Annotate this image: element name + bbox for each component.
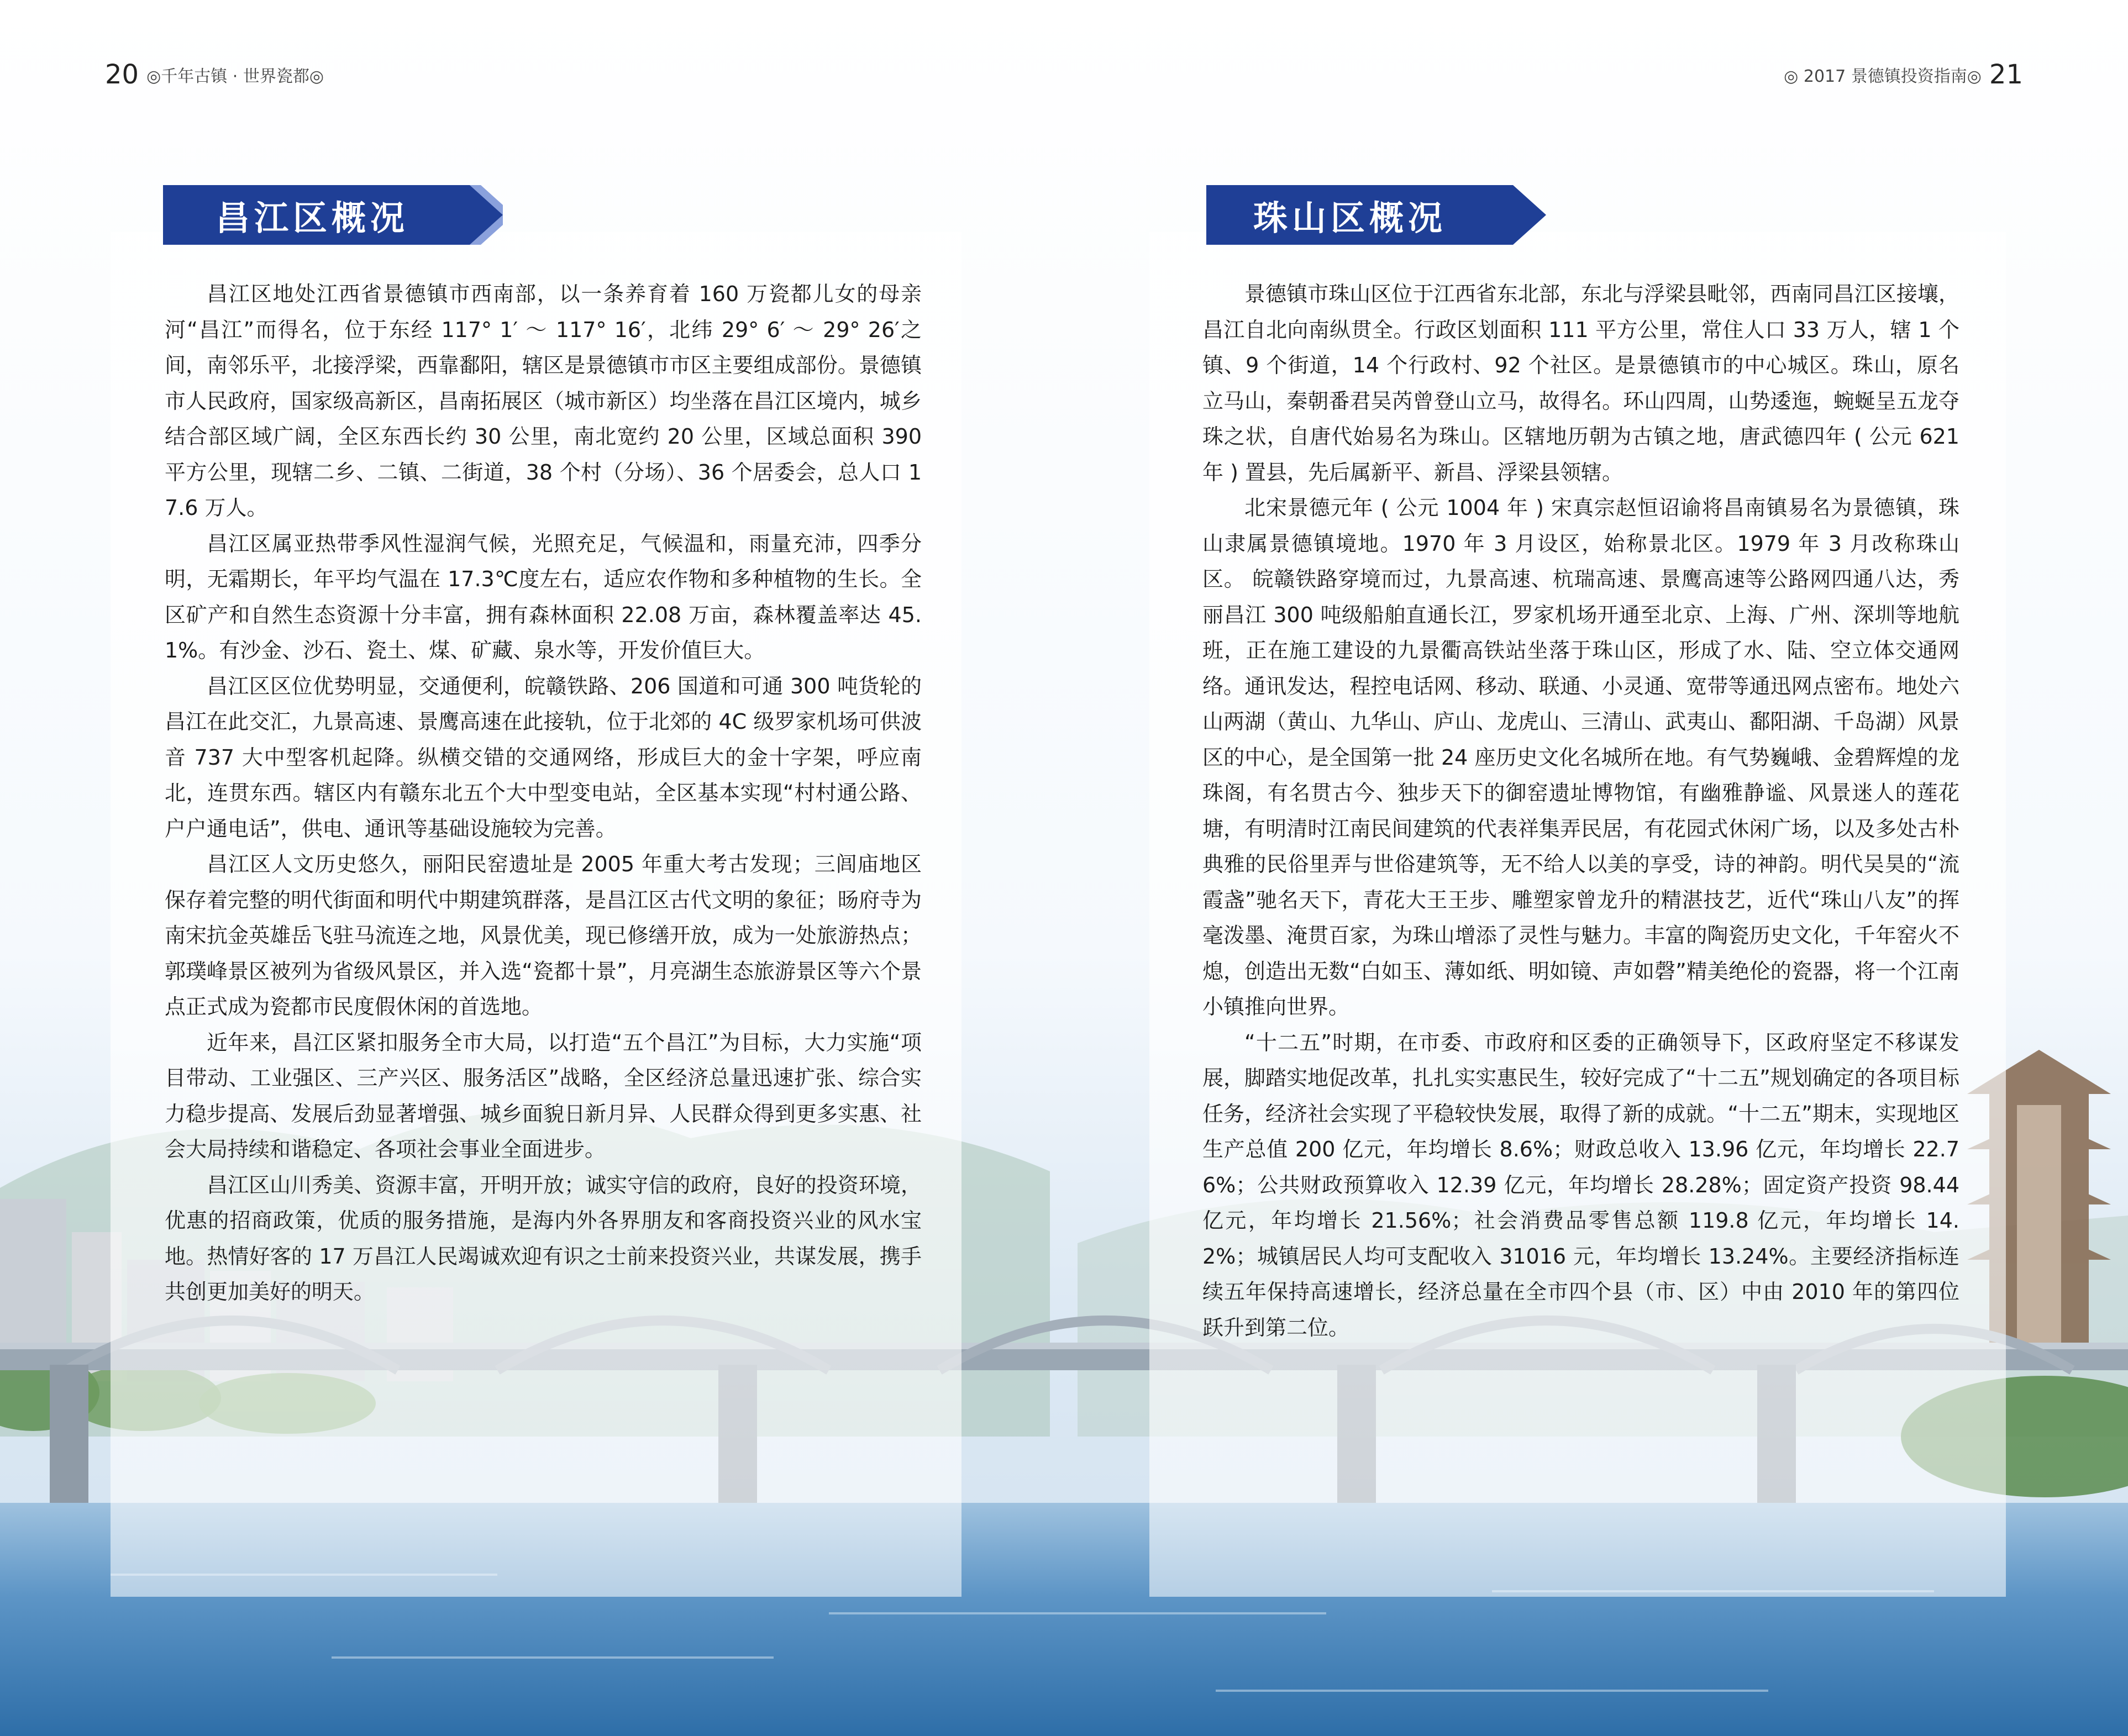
paragraph: 昌江区人文历史悠久，丽阳民窑遗址是 2005 年重大考古发现；三闾庙地区保存着完整的明代街面和明代中期建筑群落，是昌江区古代文明的象征；旸府寺为南宋抗金英雄岳飞驻马流连之地，风景优美，现已修缮开放，成为一处旅游热点；郭璞峰景区被列为省级风景区，并入选“瓷都十景”，月亮湖生态旅游景区等六个景点正式成为瓷都市民度假休闲的首选地。 — [165, 852, 922, 1019]
left-section-title: 昌江区概况 — [216, 197, 409, 238]
paragraph: 近年来，昌江区紧扣服务全市大局，以打造“五个昌江”为目标，大力实施“项目带动、工业强区、三产兴区、服务活区”战略，全区经济总量迅速扩张、综合实力稳步提高、发展后劲显著增强、城乡面貌日新月异、人民群众得到更多实惠、社会大局持续和谐稳定、各项社会事业全面进步。 — [165, 1030, 922, 1161]
paragraph: 昌江区山川秀美、资源丰富，开明开放；诚实守信的政府，良好的投资环境，优惠的招商政策，优质的服务措施，是海内外各界朋友和客商投资兴业的风水宝地。热情好客的 17 万昌江人民竭诚欢迎有识之士前来投资兴业，共谋发展，携手共创更加美好的明天。 — [165, 1172, 922, 1304]
paragraph: 景德镇市珠山区位于江西省东北部，东北与浮梁县毗邻，西南同昌江区接壤，昌江自北向南纵贯全。行政区划面积 111 平方公里，常住人口 33 万人，辖 1 个镇、9 个街道，14 个行政村、92 个社区。是景德镇市的中心城区。珠山，原名立马山，秦朝番君吴芮曾登山立马，故得名。环山四周，山势逶迤，蜿蜒呈五龙夺珠之状，自唐代始易名为珠山。区辖地历朝为古镇之地，唐武德四年 ( 公元 621 年 ) 置县，先后属新平、新昌、浮梁县领辖。 — [1202, 282, 1959, 485]
right-section-title: 珠山区概况 — [1253, 197, 1447, 238]
left-running-title: ◎千年古镇 · 世界瓷都◎ — [146, 67, 324, 86]
left-section-title-banner — [163, 185, 503, 245]
paragraph: 昌江区区位优势明显，交通便利，皖赣铁路、206 国道和可通 300 吨货轮的昌江在此交汇，九景高速、景鹰高速在此接轨，位于北郊的 4C 级罗家机场可供波音 737 大中型客机起降。纵横交错的交通网络，形成巨大的金十字架，呼应南北，连贯东西。辖区内有赣东北五个大中型变电站，全区基本实现“村村通公路、户户通电话”，供电、通讯等基础设施较为完善。 — [165, 674, 922, 841]
right-running-title: ◎ 2017 景德镇投资指南◎ — [1784, 67, 1982, 86]
left-page-header — [105, 55, 332, 94]
paragraph: “十二五”时期，在市委、市政府和区委的正确领导下，区政府坚定不移谋发展，脚踏实地促改革，扎扎实实惠民生，较好完成了“十二五”规划确定的各项目标任务，经济社会实现了平稳较快发展，取得了新的成就。“十二五”期末，实现地区生产总值 200 亿元，年均增长 8.6%；财政总收入 13.96 亿元，年均增长 22.76%；公共财政预算收入 12.39 亿元，年均增长 28.28%；固定资产投资 98.44 亿元，年均增长 21.56%；社会消费品零售总额 119.8 亿元，年均增长 14.2%；城镇居民人均可支配收入 31016 元，年均增长 13.24%。主要经济指标连续五年保持高速增长，经济总量在全市四个县（市、区）中由 2010 年的第四位跃升到第二位。 — [1202, 1030, 1959, 1340]
paragraph: 昌江区属亚热带季风性湿润气候，光照充足，气候温和，雨量充沛，四季分明，无霜期长，年平均气温在 17.3℃度左右，适应农作物和多种植物的生长。全区矿产和自然生态资源十分丰富，拥有森林面积 22.08 万亩，森林覆盖率达 45.1%。有沙金、沙石、瓷土、煤、矿藏、泉水等，开发价值巨大。 — [165, 531, 922, 662]
paragraph: 昌江区地处江西省景德镇市西南部，以一条养育着 160 万瓷都儿女的母亲河“昌江”而得名，位于东经 117° 1′ ～ 117° 16′，北纬 29° 6′ ～ 29° 26′之间，南邻乐平，北接浮梁，西靠鄱阳，辖区是景德镇市市区主要组成部份。景德镇市人民政府，国家级高新区，昌南拓展区（城市新区）均坐落在昌江区境内，城乡结合部区域广阔，全区东西长约 30 公里，南北宽约 20 公里，区域总面积 390 平方公里，现辖二乡、二镇、二街道，38 个村（分场）、36 个居委会，总人口 17.6 万人。 — [165, 282, 922, 520]
left-article-body — [165, 276, 922, 1310]
left-page-number: 20 — [105, 59, 139, 90]
right-page-header — [1776, 55, 2023, 94]
paragraph: 北宋景德元年 ( 公元 1004 年 ) 宋真宗赵恒诏谕将昌南镇易名为景德镇，珠山隶属景德镇境地。1970 年 3 月设区，始称景北区。1979 年 3 月改称珠山区。 皖赣铁路穿境而过，九景高速、杭瑞高速、景鹰高速等公路网四通八达，秀丽昌江 300 吨级船舶直通长江，罗家机场开通至北京、上海、广州、深圳等地航班，正在施工建设的九景衢高铁站坐落于珠山区，形成了水、陆、空立体交通网络。通讯发达，程控电话网、移动、联通、小灵通、宽带等通迅网点密布。地处六山两湖（黄山、九华山、庐山、龙虎山、三清山、武夷山、鄱阳湖、千岛湖）风景区的中心，是全国第一批 24 座历史文化名城所在地。有气势巍峨、金碧辉煌的龙珠阁，有名贯古今、独步天下的御窑遗址博物馆，有幽雅静谧、风景迷人的莲花塘，有明清时江南民间建筑的代表祥集弄民居，有花园式休闲广场，以及多处古朴典雅的民俗里弄与世俗建筑等，无不给人以美的享受，诗的神韵。明代吴昊的“流霞盏”驰名天下，青花大王王步、雕塑家曾龙升的精湛技艺，近代“珠山八友”的挥毫泼墨、淹贯百家，为珠山增添了灵性与魅力。丰富的陶瓷历史文化，千年窑火不熄，创造出无数“白如玉、薄如纸、明如镜、声如磬”精美绝伦的瓷器，将一个江南小镇推向世界。 — [1202, 496, 1959, 1019]
right-section-title-banner — [1206, 185, 1546, 245]
right-article-body — [1202, 276, 1959, 1345]
right-page-number: 21 — [1989, 59, 2023, 90]
